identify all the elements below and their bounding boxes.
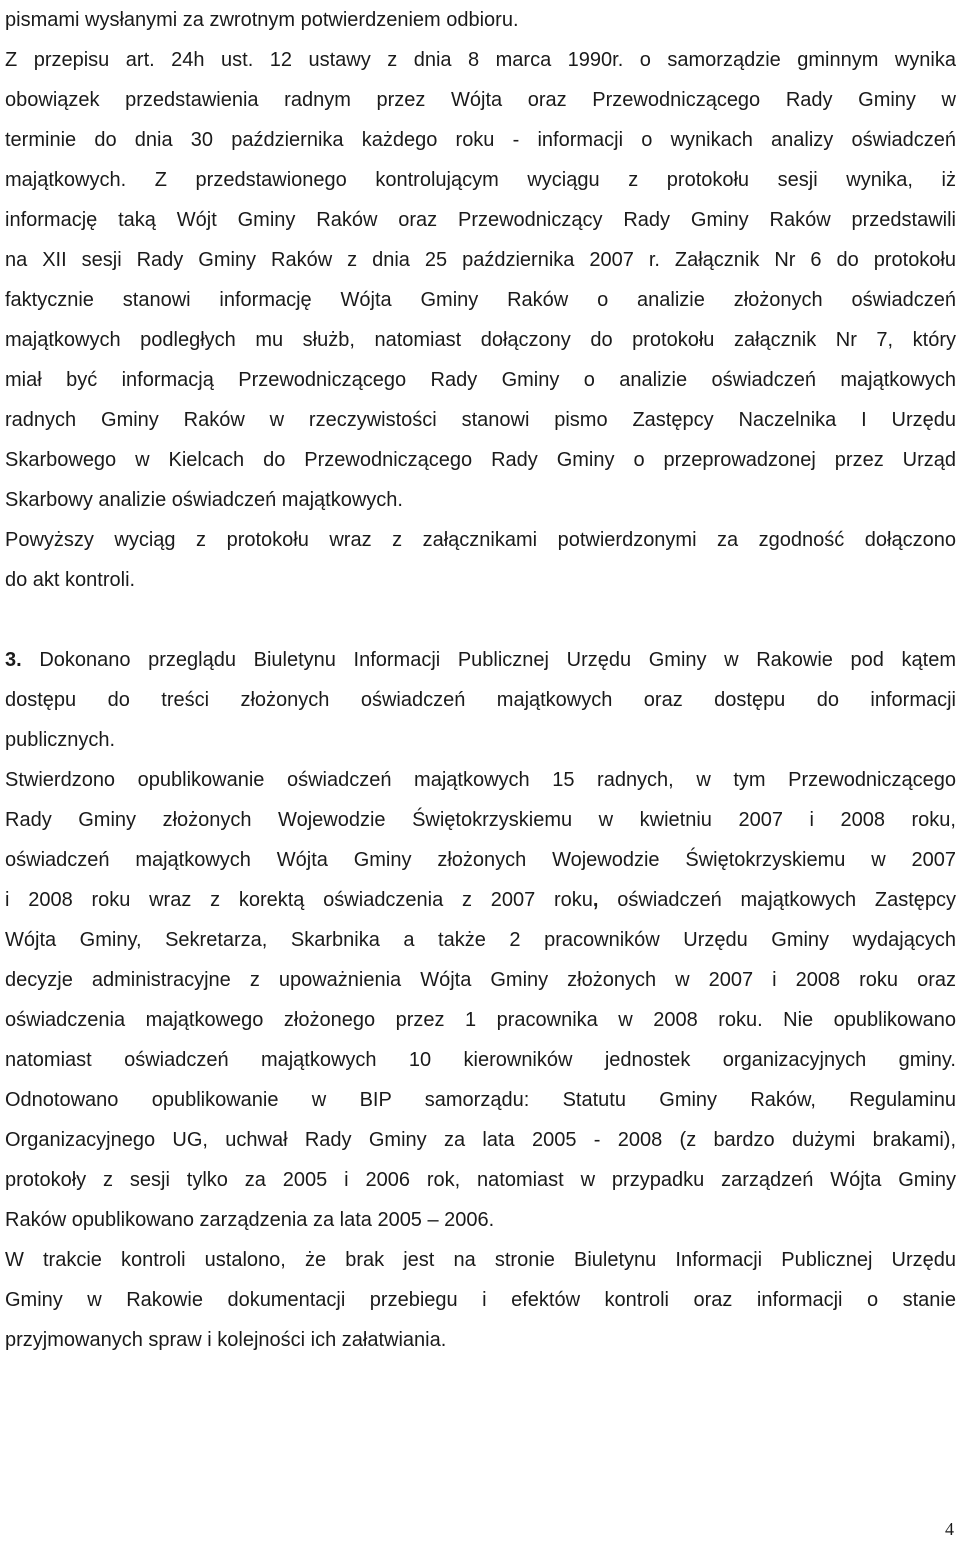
section-number: 3. (5, 649, 22, 671)
text-line: Gminy w Rakowie dokumentacji przebiegu i efektów kontroli oraz informacji o stanie (5, 1289, 956, 1311)
text-line: terminie do dnia 30 października każdego roku - informacji o wynikach analizy oświadczeń (5, 129, 956, 151)
text-line-with-bold-comma (5, 880, 956, 920)
text-line: miał być informacją Przewodniczącego Rady Gminy o analizie oświadczeń majątkowych (5, 369, 956, 391)
section-3-heading-line (5, 640, 956, 680)
text-line: Wójta Gminy, Sekretarza, Skarbnika a także 2 pracowników Urzędu Gminy wydających (5, 929, 956, 951)
text-line: do akt kontroli. (5, 569, 136, 591)
bold-comma: , (592, 889, 599, 911)
text-line: Dokonano przeglądu Biuletynu Informacji Publicznej Urzędu Gminy w Rakowie pod kątem (39, 649, 956, 671)
text-line: majątkowych. Z przedstawionego kontrolującym wyciągu z protokołu sesji wynika, iż (5, 169, 956, 191)
text-line: obowiązek przedstawienia radnym przez Wójta oraz Przewodniczącego Rady Gminy w (5, 89, 956, 111)
text-line: Stwierdzono opublikowanie oświadczeń majątkowych 15 radnych, w tym Przewodniczącego (5, 769, 956, 791)
text-line: Z przepisu art. 24h ust. 12 ustawy z dnia 8 marca 1990r. o samorządzie gminnym wynika (5, 49, 956, 71)
text-line: publicznych. (5, 729, 116, 751)
text-line: informację taką Wójt Gminy Raków oraz Przewodniczący Rady Gminy Raków przedstawili (5, 209, 956, 231)
text-line: protokoły z sesji tylko za 2005 i 2006 rok, natomiast w przypadku zarządzeń Wójta Gminy (5, 1169, 956, 1191)
text-line: oświadczenia majątkowego złożonego przez 1 pracownika w 2008 roku. Nie opublikowano (5, 1009, 956, 1031)
page-number: 4 (945, 1519, 954, 1539)
text-line: Skarbowy analizie oświadczeń majątkowych. (5, 489, 403, 511)
text-line: majątkowych podległych mu służb, natomiast dołączony do protokołu załącznik Nr 7, który (5, 329, 956, 351)
text-line: Powyższy wyciąg z protokołu wraz z załącznikami potwierdzonymi za zgodność dołączono (5, 529, 956, 551)
text-line: dostępu do treści złożonych oświadczeń majątkowych oraz dostępu do informacji (5, 689, 956, 711)
text-fragment: oświadczeń majątkowych Zastępcy (617, 889, 956, 911)
blank-line (5, 600, 956, 640)
text-line: przyjmowanych spraw i kolejności ich załatwiania. (5, 1329, 447, 1351)
text-line: Organizacyjnego UG, uchwał Rady Gminy za lata 2005 - 2008 (z bardzo dużymi brakami), (5, 1129, 956, 1151)
text-line: Rady Gminy złożonych Wojewodzie Świętokrzyskiemu w kwietniu 2007 i 2008 roku, (5, 809, 956, 831)
text-fragment: i 2008 roku wraz z korektą oświadczenia z 2007 roku (5, 889, 593, 911)
text-line: Raków opublikowano zarządzenia za lata 2005 – 2006. (5, 1209, 495, 1231)
text-line: decyzje administracyjne z upoważnienia Wójta Gminy złożonych w 2007 i 2008 roku oraz (5, 969, 956, 991)
text-line: Skarbowego w Kielcach do Przewodniczącego Rady Gminy o przeprowadzonej przez Urząd (5, 449, 956, 471)
text-line: W trakcie kontroli ustalono, że brak jest na stronie Biuletynu Informacji Publicznej Urzędu (5, 1249, 956, 1271)
text-line: Odnotowano opublikowanie w BIP samorządu: Statutu Gminy Raków, Regulaminu (5, 1089, 956, 1111)
text-line: faktycznie stanowi informację Wójta Gminy Raków o analizie złożonych oświadczeń (5, 289, 956, 311)
document-body (5, 0, 956, 1360)
text-line: na XII sesji Rady Gminy Raków z dnia 25 października 2007 r. Załącznik Nr 6 do protokołu (5, 249, 956, 271)
text-line: natomiast oświadczeń majątkowych 10 kierowników jednostek organizacyjnych gminy. (5, 1049, 956, 1071)
text-line: pismami wysłanymi za zwrotnym potwierdzeniem odbioru. (5, 9, 519, 31)
text-line: oświadczeń majątkowych Wójta Gminy złożonych Wojewodzie Świętokrzyskiemu w 2007 (5, 849, 956, 871)
text-line: radnych Gminy Raków w rzeczywistości stanowi pismo Zastępcy Naczelnika I Urzędu (5, 409, 956, 431)
